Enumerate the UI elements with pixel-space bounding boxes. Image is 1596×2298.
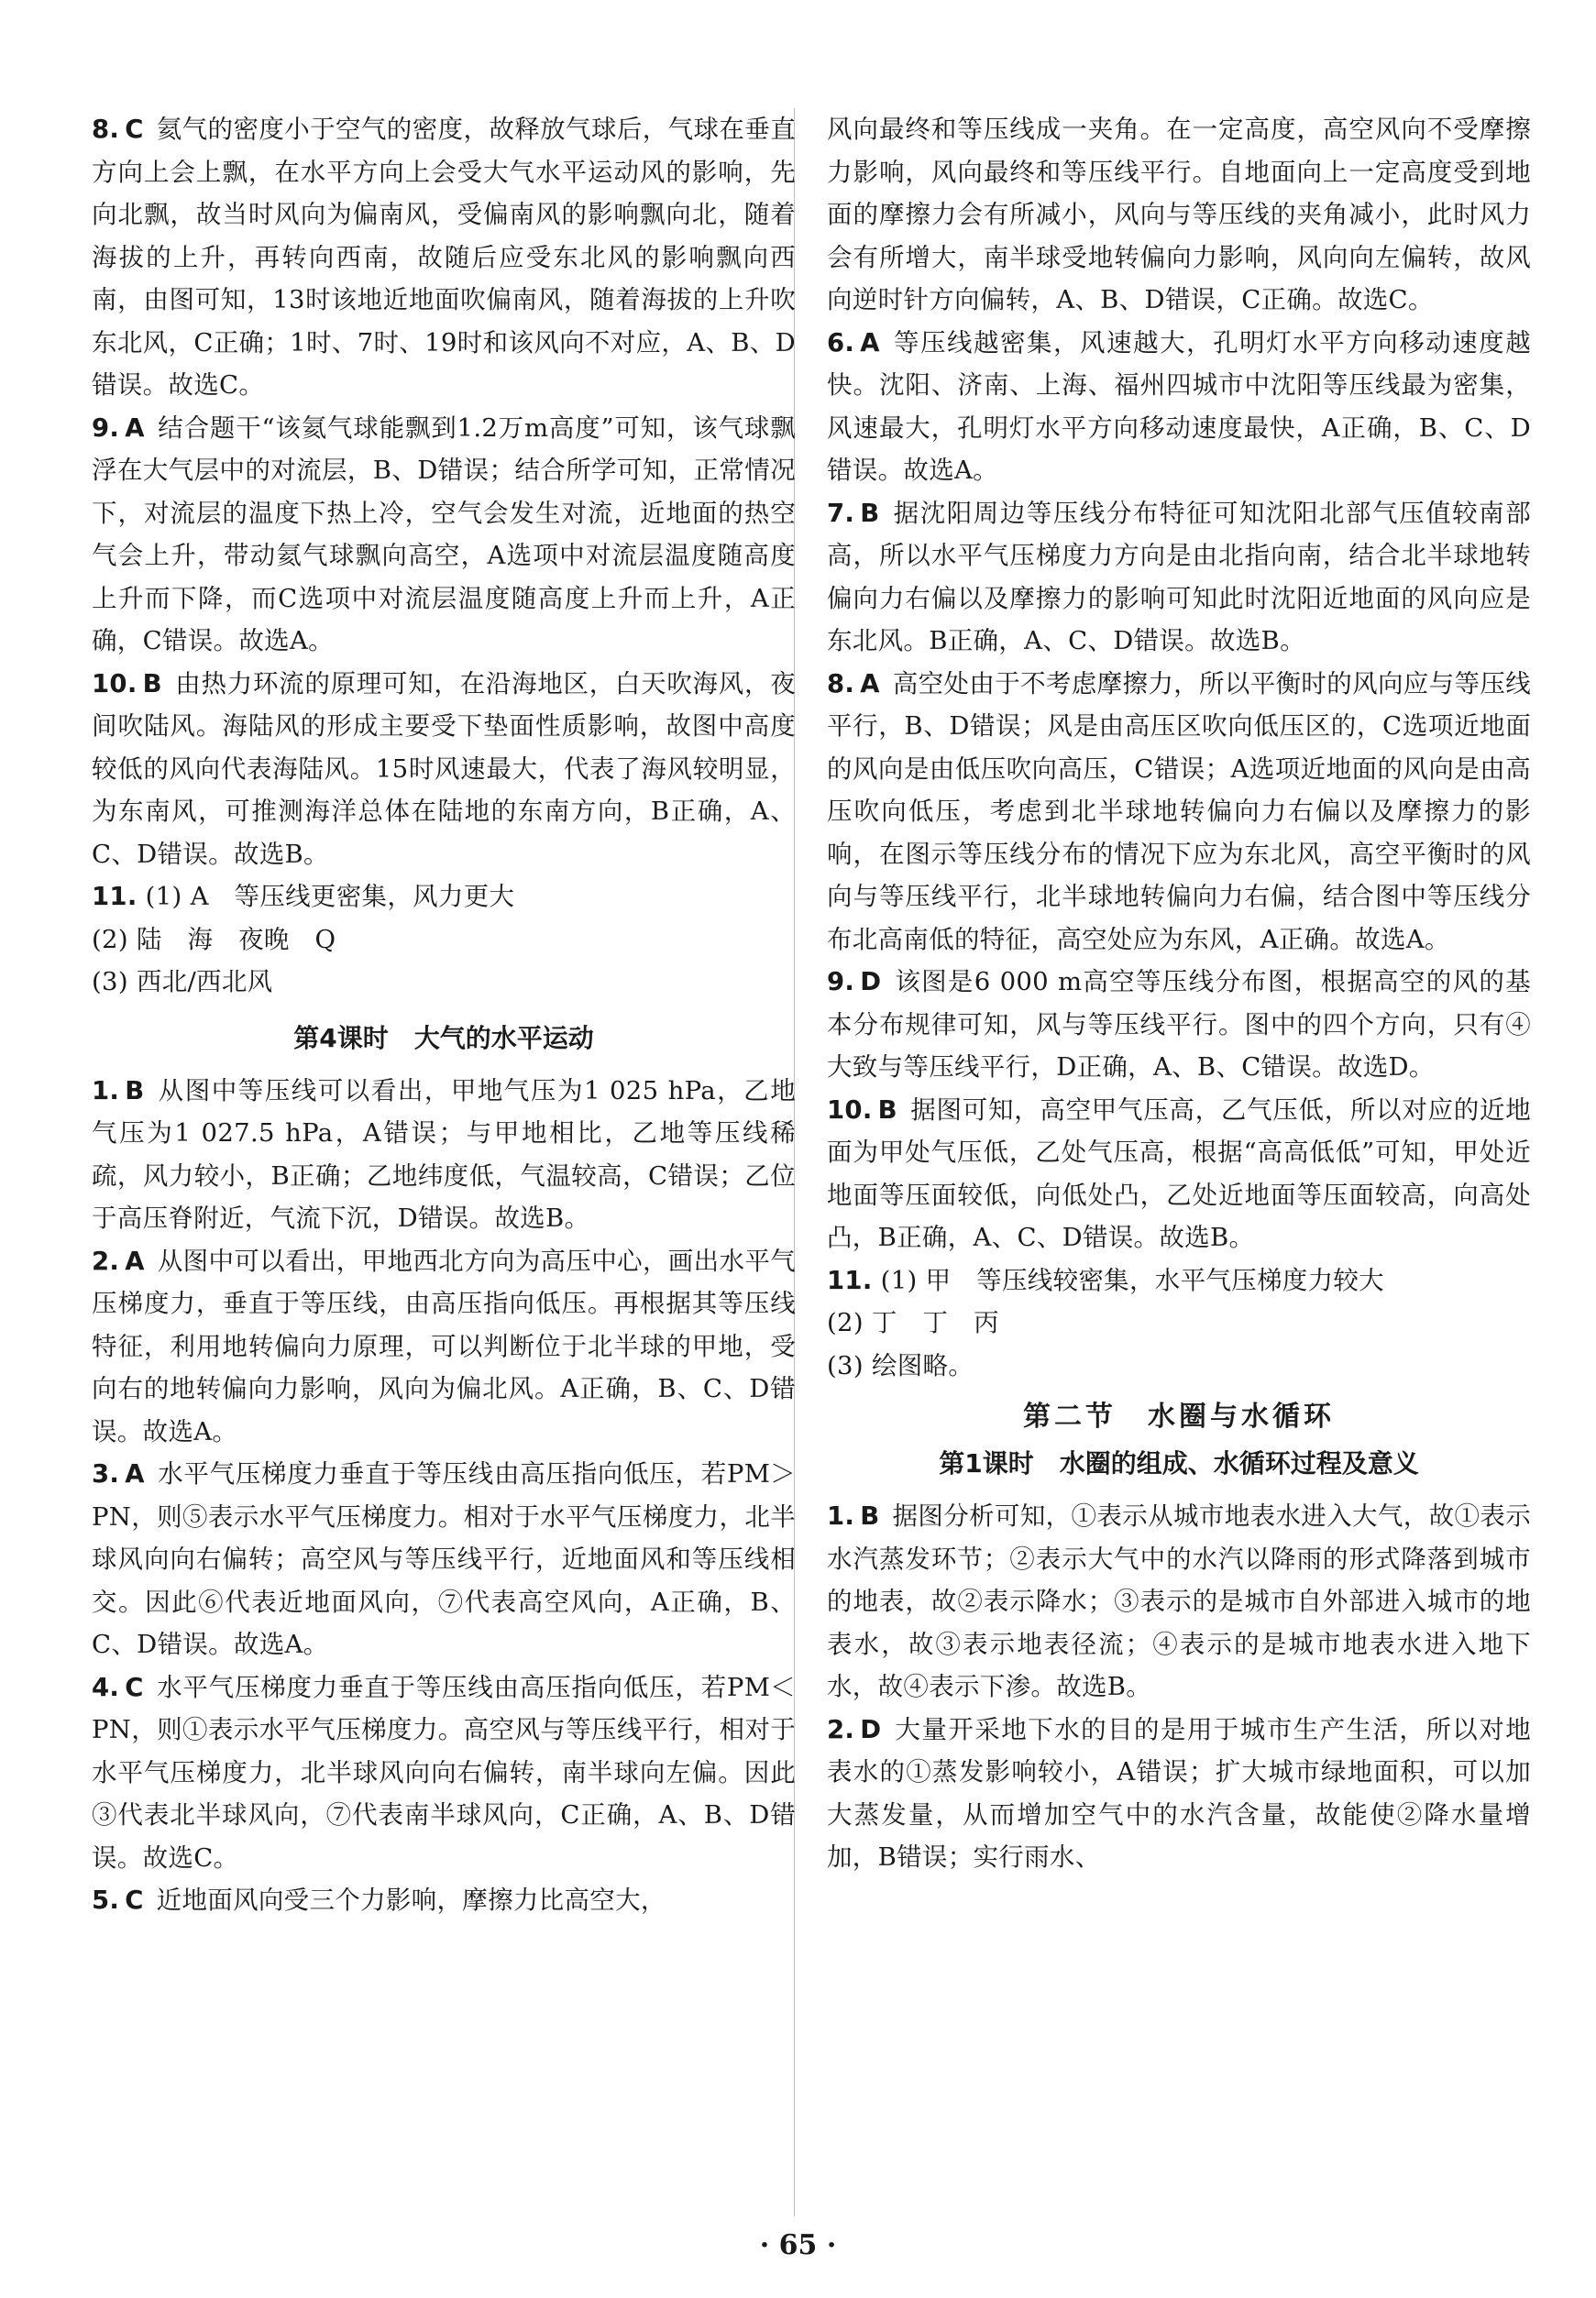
answer-letter: B: [142, 668, 162, 698]
explanation-text: 据图可知，高空甲气压高，乙气压低，所以对应的近地面为甲处气压低，乙处气压高，根据“高高低低”可知，甲处近地面等压面较低，向低处凸，乙处近地面等压面较高，向高处凸，B正确，A、C、D错误。故选B。: [827, 1094, 1531, 1252]
explanation-text: 从图中可以看出，甲地西北方向为高压中心，画出水平气压梯度力，垂直于等压线，由高压指向低压。再根据其等压线特征，利用地转偏向力原理，可以判断位于北半球的甲地，受向右的地转偏向力影响，风向为偏北风。A正确，B、C、D错误。故选A。: [92, 1246, 796, 1446]
explanation-text: 等压线越密集，风速越大，孔明灯水平方向移动速度越快。沈阳、济南、上海、福州四城市中沈阳等压线最为密集，风速最大，孔明灯水平方向移动速度最快，A正确，B、C、D错误。故选A。: [827, 327, 1531, 485]
water-answer-2: [827, 1709, 1531, 1879]
question-number: 3.: [92, 1459, 120, 1489]
question-number: 8.: [827, 668, 855, 698]
lesson4-answer-11: [827, 1259, 1531, 1303]
explanation-text: 水平气压梯度力垂直于等压线由高压指向低压，若PM＞PN，则⑤表示水平气压梯度力。相对于水平气压梯度力，北半球风向向右偏转；高空风与等压线平行，近地面风和等压线相交。因此⑥代表近地面风向，⑦代表高空风向，A正确，B、C、D错误。故选A。: [92, 1459, 796, 1659]
answer-letter: A: [860, 327, 880, 357]
water-answer-1: [827, 1495, 1531, 1709]
question-number: 10.: [827, 1094, 873, 1125]
lesson-4-title: 第4课时 大气的水平运动: [293, 1022, 594, 1053]
lesson4-answer-10: [827, 1089, 1531, 1259]
explanation-text: 由热力环流的原理可知，在沿海地区，白天吹海风，夜间吹陆风。海陆风的形成主要受下垫面性质影响，故图中高度较低的风向代表海陆风。15时风速最大，代表了海风较明显，为东南风，可推测海洋总体在陆地的东南方向，B正确，A、C、D错误。故选B。: [92, 668, 796, 869]
explanation-text: 据图分析可知，①表示从城市地表水进入大气，故①表示水汽蒸发环节；②表示大气中的水汽以降雨的形式降落到城市的地表，故②表示降水；③表示的是城市自外部进入城市的地表水，故③表示地表径流；④表示的是城市地表水进入地下水，故④表示下渗。故选B。: [827, 1501, 1531, 1701]
answer-letter: A: [125, 1459, 145, 1489]
answer-10: [92, 663, 796, 876]
explanation-text: 近地面风向受三个力影响，摩擦力比高空大，: [156, 1886, 666, 1915]
answer-9: [92, 407, 796, 663]
question-number: 4.: [92, 1672, 120, 1702]
lesson4-answer-6: [827, 322, 1531, 492]
question-number: 8.: [92, 115, 120, 144]
question-number: 1.: [827, 1501, 855, 1531]
answer-letter: B: [860, 498, 880, 528]
answer-letter: B: [877, 1094, 897, 1125]
answer-8: [92, 108, 796, 407]
answer-letter: D: [860, 1714, 882, 1744]
explanation-text: 结合题干“该氦气球能飘到1.2万m高度”可知，该气球飘浮在大气层中的对流层，B、D错误；结合所学可知，正常情况下，对流层的温度下热上冷，空气会发生对流，近地面的热空气会上升，带动氦气球飘向高空，A选项中对流层温度随高度上升而下降，而C选项中对流层温度随高度上升而上升，A正确，C错误。故选A。: [92, 412, 796, 655]
answer-letter: A: [860, 668, 880, 698]
sub-answer-1: (1) 甲 等压线较密集，水平气压梯度力较大: [880, 1265, 1384, 1295]
page-number: · 65 ·: [759, 2229, 837, 2261]
right-column: [827, 108, 1531, 1879]
explanation-text: 大量开采地下水的目的是用于城市生产生活，所以对地表水的①蒸发影响较小，A错误；扩大城市绿地面积，可以加大蒸发量，从而增加空气中的水汽含量，故能使②降水量增加，B错误；实行雨水、: [827, 1714, 1531, 1872]
question-number: 9.: [92, 412, 120, 443]
question-number: 2.: [827, 1714, 855, 1744]
lesson4-answer-8: [827, 663, 1531, 962]
explanation-text: 该图是6 000 m高空等压线分布图，根据高空的风的基本分布规律可知，风与等压线平行。图中的四个方向，只有④大致与等压线平行，D正确，A、B、C错误。故选D。: [827, 967, 1531, 1082]
lesson4-answer-2: [92, 1240, 796, 1454]
lesson4-answer-4: [92, 1666, 796, 1880]
explanation-text: 氦气的密度小于空气的密度，故释放气球后，气球在垂直方向上会上飘，在水平方向上会受大气水平运动风的影响，先向北飘，故当时风向为偏南风，受偏南风的影响飘向北，随着海拔的上升，再转向西南，故随后应受东北风的影响飘向西南，由图可知，13时该地近地面吹偏南风，随着海拔的上升吹东北风，C正确；1时、7时、19时和该风向不对应，A、B、D错误。故选C。: [92, 115, 796, 400]
explanation-text: 高空处由于不考虑摩擦力，所以平衡时的风向应与等压线平行，B、D错误；风是由高压区吹向低压区的，C选项近地面的风向是由低压吹向高压，C错误；A选项近地面的风向是由高压吹向低压，考虑到北半球地转偏向力右偏以及摩擦力的影响，在图示等压线分布的情况下应为东北风，高空平衡时的风向与等压线平行，北半球地转偏向力右偏，结合图中等压线分布北高南低的特征，高空处应为东风，A正确。故选A。: [827, 668, 1531, 954]
answer-letter: C: [125, 115, 144, 144]
question-number: 11.: [827, 1265, 873, 1295]
lesson4-answer-11-part2: (2) 丁 丁 丙: [827, 1308, 999, 1337]
lesson4-answer-3: [92, 1453, 796, 1666]
answer-letter: B: [860, 1501, 880, 1531]
answer-5-continued: 风向最终和等压线成一夹角。在一定高度，高空风向不受摩擦力影响，风向最终和等压线平行。自地面向上一定高度受到地面的摩擦力会有所减小，风向与等压线的夹角减小，此时风力会有所增大，南半球受地转偏向力影响，风向向左偏转，故风向逆时针方向偏转，A、B、D错误，C正确。故选C。: [827, 115, 1531, 314]
question-number: 5.: [92, 1886, 120, 1915]
answer-letter: D: [860, 967, 882, 996]
sub-answer-1: (1) A 等压线更密集，风力更大: [145, 882, 515, 911]
answer-letter: A: [125, 412, 145, 443]
answer-letter: B: [125, 1075, 145, 1105]
explanation-text: 据沈阳周边等压线分布特征可知沈阳北部气压值较南部高，所以水平气压梯度力方向是由北指向南，结合北半球地转偏向力右偏以及摩擦力的影响可知此时沈阳近地面的风向应是东北风。B正确，A、C、D错误。故选B。: [827, 498, 1531, 655]
explanation-text: 水平气压梯度力垂直于等压线由高压指向低压，若PM＜PN，则①表示水平气压梯度力。高空风与等压线平行，相对于水平气压梯度力，北半球风向向右偏转，南半球向左偏。因此③代表北半球风向，⑦代表南半球风向，C正确，A、B、D错误。故选C。: [92, 1672, 796, 1873]
lesson4-answer-7: [827, 492, 1531, 663]
lesson-1-title: 第1课时 水圈的组成、水循环过程及意义: [939, 1448, 1419, 1479]
answer-letter: A: [125, 1246, 145, 1276]
lesson4-answer-5: [92, 1879, 796, 1922]
question-number: 6.: [827, 327, 855, 357]
question-number: 9.: [827, 967, 855, 996]
lesson4-answer-9: [827, 961, 1531, 1089]
question-number: 1.: [92, 1075, 120, 1105]
explanation-text: 从图中等压线可以看出，甲地气压为1 025 hPa，乙地气压为1 027.5 hPa，A错误；与甲地相比，乙地等压线稀疏，风力较小，B正确；乙地纬度低，气温较高，C错误；乙位于高压脊附近，气流下沉，D错误。故选B。: [92, 1075, 796, 1233]
question-number: 11.: [92, 882, 138, 911]
answer-letter: C: [125, 1672, 144, 1702]
section-title: 第二节 水圈与水循环: [1023, 1401, 1335, 1433]
question-number: 7.: [827, 498, 855, 528]
answer-letter: C: [125, 1886, 144, 1915]
question-number: 2.: [92, 1246, 120, 1276]
answer-11-part3: (3) 西北/西北风: [92, 967, 273, 996]
lesson4-answer-11-part3: (3) 绘图略。: [827, 1350, 974, 1380]
lesson4-answer-1: [92, 1070, 796, 1240]
answer-11: [92, 875, 796, 918]
question-number: 10.: [92, 668, 138, 698]
left-column: [92, 108, 796, 1922]
answer-11-part2: (2) 陆 海 夜晚 Q: [92, 924, 336, 954]
